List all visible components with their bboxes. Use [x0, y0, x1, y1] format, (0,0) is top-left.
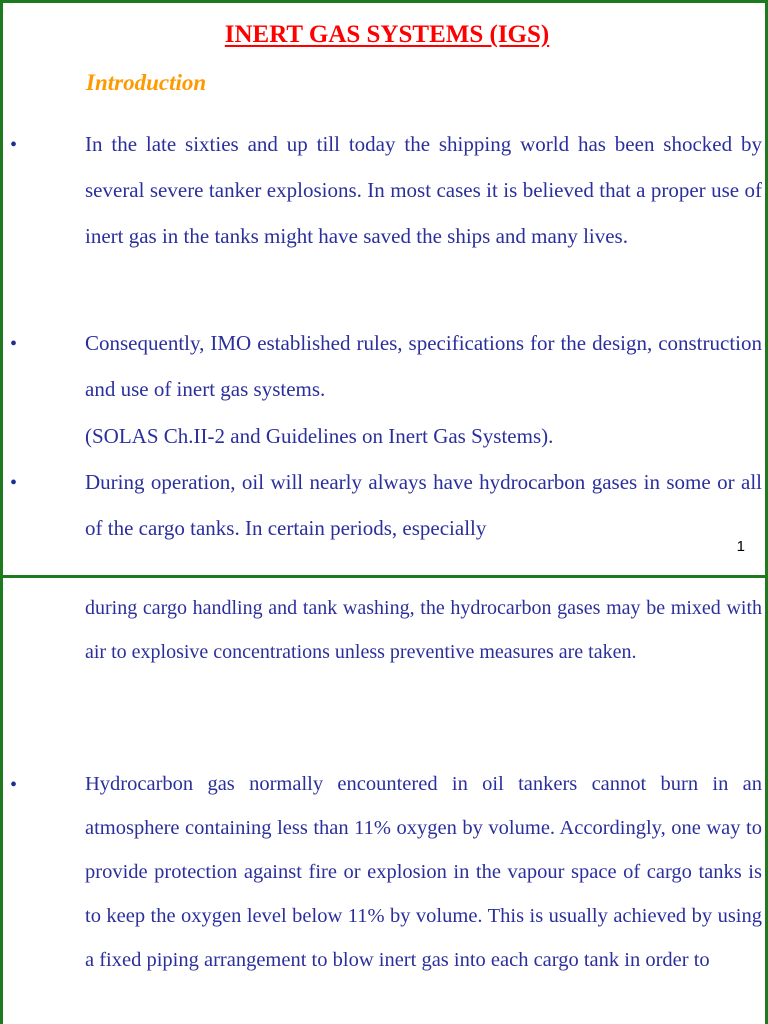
bullet-marker: • — [10, 134, 18, 156]
slide-title: INERT GAS SYSTEMS (IGS) — [224, 21, 550, 48]
bullet-marker: • — [10, 472, 18, 494]
solas-reference: (SOLAS Ch.II-2 and Guidelines on Inert Gas Systems). — [85, 424, 554, 448]
paragraph-cargo-handling: during cargo handling and tank washing, the hydrocarbon gases may be mixed with air to explosive concentrations unless preventive measures are taken. — [85, 597, 762, 663]
slide-subtitle: Introduction — [86, 70, 207, 95]
paragraph-tanker-explosions: In the late sixties and up till today the shipping world has been shocked by several severe tanker explosions. In most cases it is believed that a proper use of inert gas in the tanks might have saved the ships and many lives. — [85, 132, 762, 248]
paragraph-oxygen-level: Hydrocarbon gas normally encountered in oil tankers cannot burn in an atmosphere containing less than 11% oxygen by volume. Accordingly, one way to provide protection against fire or explosion in the vapour space of cargo tanks is to keep the oxygen level below 11% by volume. This is usually achieved by using a fixed piping arrangement to blow inert gas into each cargo tank in order to — [85, 773, 762, 971]
bullet-marker: • — [10, 333, 18, 355]
page-number: 1 — [736, 538, 745, 555]
bullet-marker: • — [10, 774, 18, 796]
paragraph-imo-rules: Consequently, IMO established rules, specifications for the design, construction and use of inert gas systems. — [85, 331, 762, 401]
slide-2 — [0, 575, 768, 1024]
paragraph-hydrocarbon-gases: During operation, oil will nearly always have hydrocarbon gases in some or all of the cargo tanks. In certain periods, especially — [85, 470, 762, 540]
